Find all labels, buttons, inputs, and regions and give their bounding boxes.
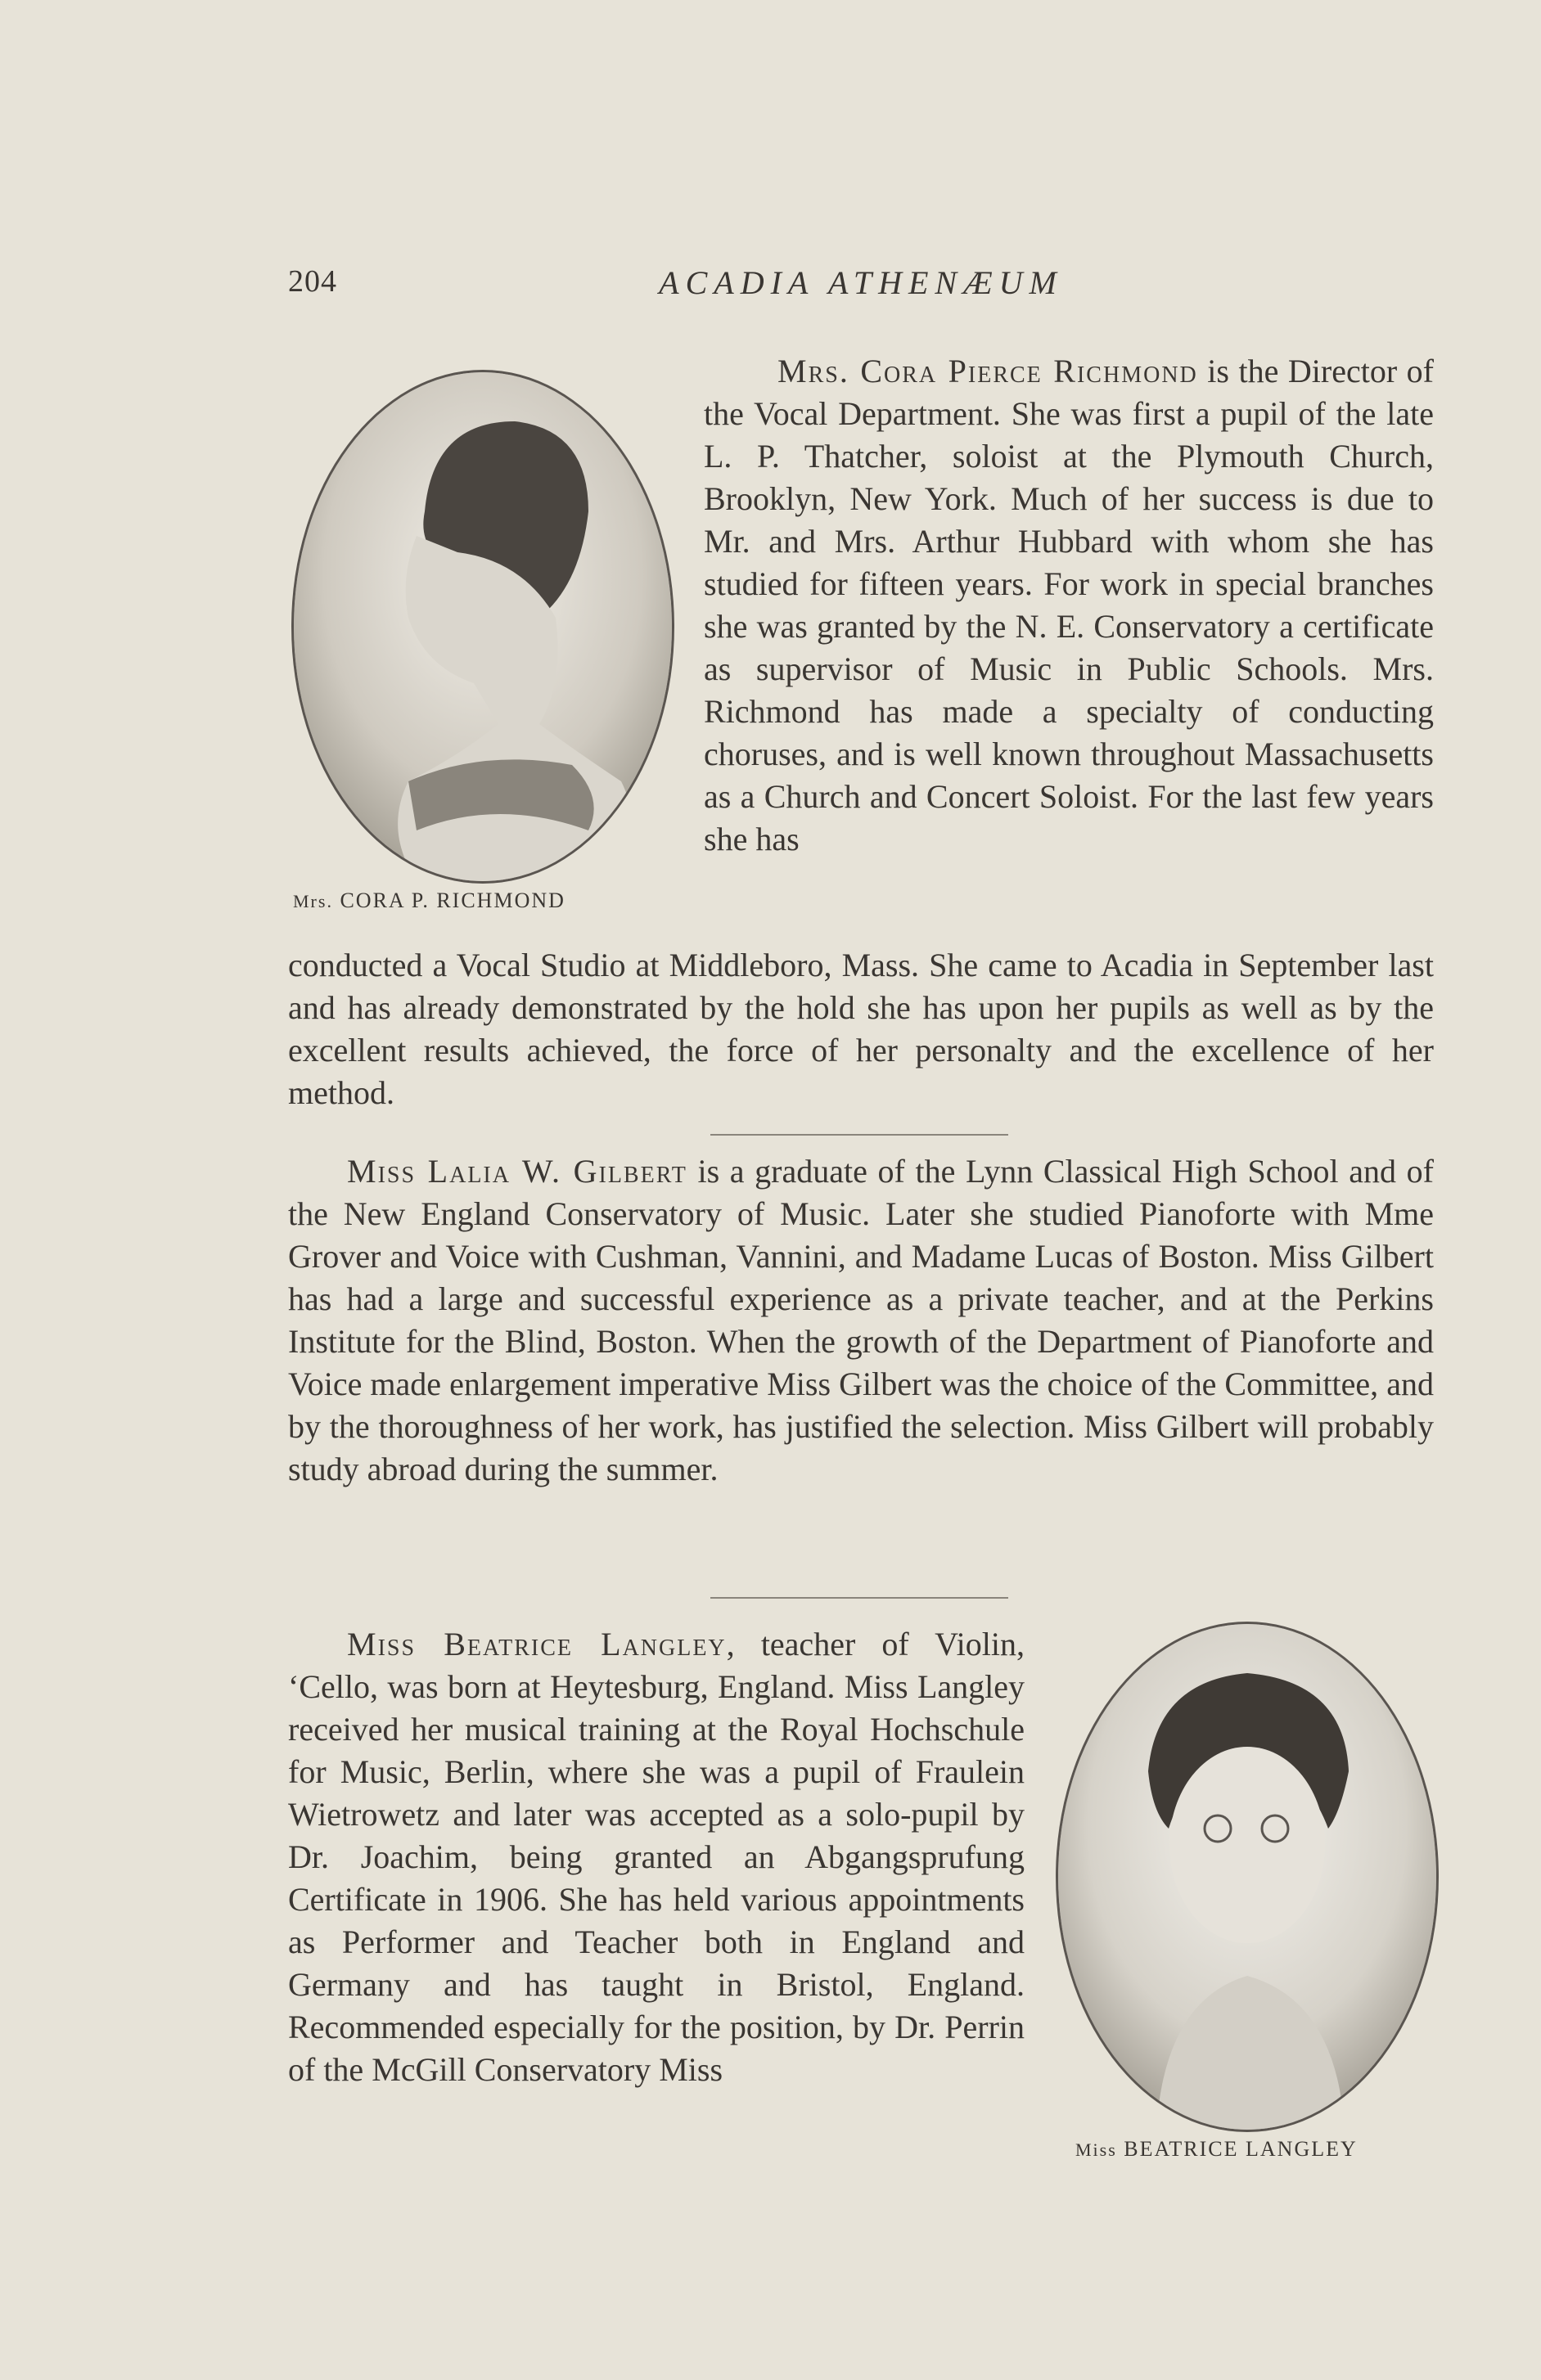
text-richmond-start: is the Director of the Vocal Department. She was first a pupil of the late L. P. Thatcher, soloist at the Plymouth Church, Brooklyn, New York. Much of her success is due to Mr. and Mrs. Arthur Hubbard with whom she has studied for fifteen years. For work in special branches she was granted by the N. E. Conservatory a certificate as supervisor of Music in Public Schools. Mrs. Richmond has made a specialty of conducting choruses, and is well known throughout Massachusetts as a Church and Concert Soloist. For the last few years she has [704, 353, 1434, 857]
divider-1 [710, 1134, 1008, 1136]
running-header [288, 263, 1434, 313]
divider-2 [710, 1597, 1008, 1599]
caption-langley [1075, 2137, 1358, 2162]
caption-prefix: Mrs. [293, 891, 333, 911]
page-number: 204 [288, 264, 337, 299]
running-title: ACADIA ATHENÆUM [659, 264, 1063, 301]
text-richmond-continued: conducted a Vocal Studio at Middleboro, Mass. She came to Acadia in September last and has already demonstrated by the hold she has upon her pupils as well as by the excellent results achieved, the force of her personalty and the excellence of her method. [288, 947, 1434, 1111]
paragraph-richmond-intro [704, 350, 1434, 861]
text-langley: , teacher of Violin, ‘Cello, was born at Heytesburg, England. Miss Langley received her musical training at the Royal Hochschule for Music, Berlin, where she was a pupil of Fraulein Wietrowetz and later was accepted as a solo-pupil by Dr. Joachim, being granted an Abgangsprufung Certificate in 1906. She has held various appointments as Performer and Teacher both in England and Germany and has taught in Bristol, England. Recommended especially for the position, by Dr. Perrin of the McGill Conservatory Miss [288, 1626, 1025, 2088]
name-langley: Miss Beatrice Langley [347, 1626, 727, 1662]
text-gilbert: is a graduate of the Lynn Classical High School and of the New England Conservatory of Music. Later she studied Pianoforte with Mme Grover and Voice with Cushman, Vannini, and Madame Lucas of Boston. Miss Gilbert has had a large and successful experience as a private teacher, and at the Perkins Institute for the Blind, Boston. When the growth of the Department of Pianoforte and Voice made enlargement imperative Miss Gilbert was the choice of the Committee, and by the thoroughness of her work, has justified the selection. Miss Gilbert will probably study abroad during the summer. [288, 1153, 1434, 1487]
portrait-langley [1056, 1622, 1439, 2132]
portrait-richmond [291, 370, 674, 884]
caption-richmond [293, 889, 565, 913]
name-gilbert: Miss Lalia W. Gilbert [347, 1153, 687, 1190]
caption-prefix: Miss [1075, 2139, 1117, 2160]
name-richmond: Mrs. Cora Pierce Richmond [777, 353, 1198, 389]
paragraph-gilbert [288, 1150, 1434, 1491]
caption-name: CORA P. RICHMOND [340, 889, 565, 912]
paragraph-richmond-continued [288, 944, 1434, 1114]
paragraph-langley [288, 1623, 1025, 2091]
caption-name: BEATRICE LANGLEY [1124, 2137, 1358, 2161]
